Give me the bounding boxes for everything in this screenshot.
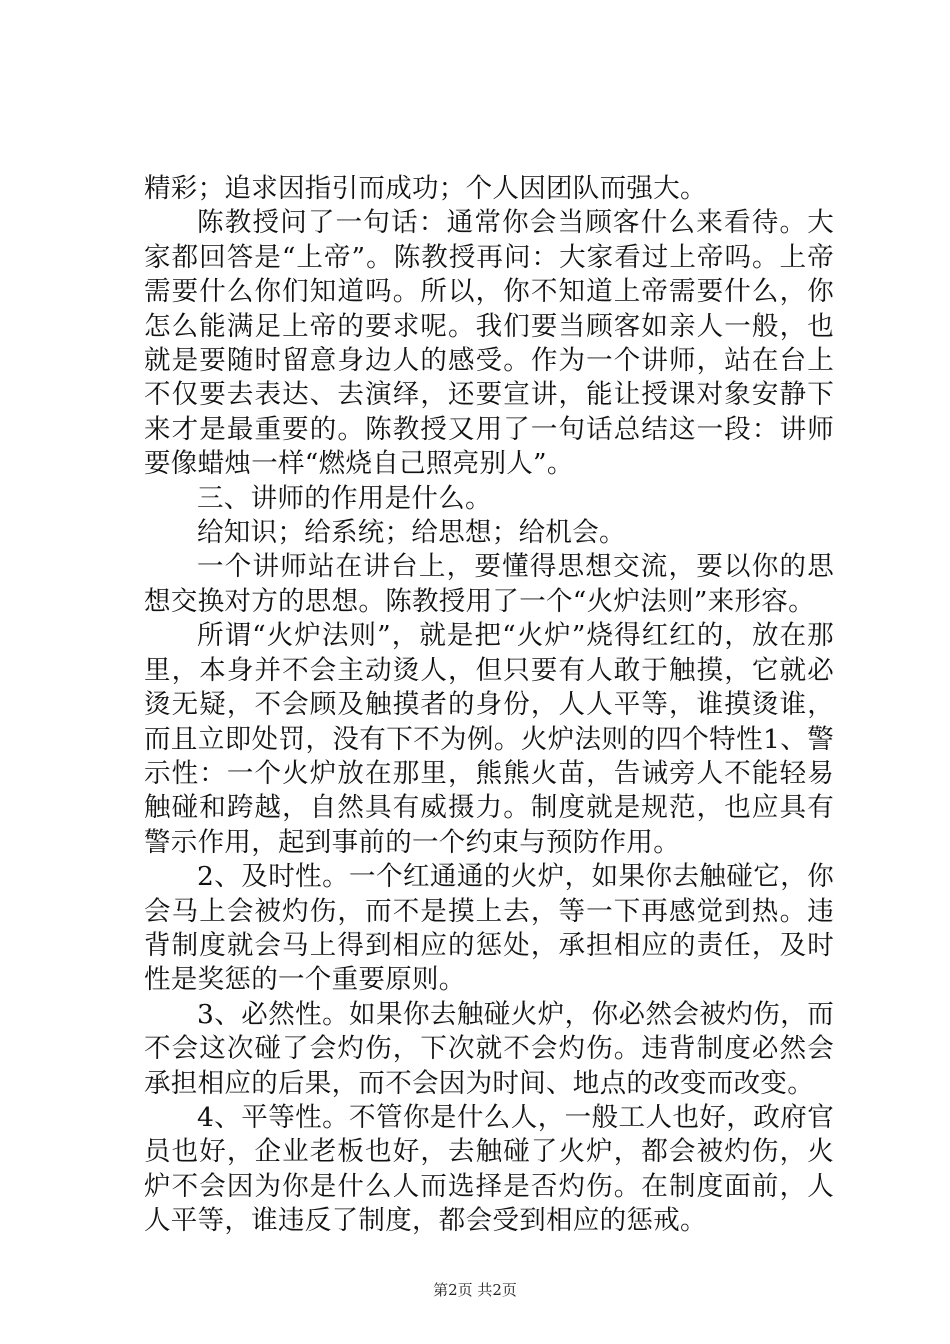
- paragraph-inevitability: 3、必然性。如果你去触碰火炉，你必然会被灼伤，而不会这次碰了会灼伤，下次就不会灼伤。违背制度必然会承担相应的后果，而不会因为时间、地点的改变而改变。: [144, 998, 834, 1099]
- page-number-footer: 第2页 共2页: [433, 1281, 517, 1299]
- section-heading-role-of-lecturer: 三、讲师的作用是什么。: [197, 482, 492, 514]
- document-body: [144, 172, 834, 1239]
- paragraph-timeliness: 2、及时性。一个红通通的火炉，如果你去触碰它，你会马上会被灼伤，而不是摸上去，等一下再感觉到热。违背制度就会马上得到相应的惩处，承担相应的责任，及时性是奖惩的一个重要原则。: [144, 861, 834, 996]
- paragraph-continuation: 精彩；追求因指引而成功；个人因团队而强大。: [144, 173, 707, 204]
- paragraph-four-gives: 给知识；给系统；给思想；给机会。: [197, 517, 626, 549]
- paragraph-customer-as-god: 陈教授问了一句话：通常你会当顾客什么来看待。大家都回答是“上帝”。陈教授再问：大家看过上帝吗。上帝需要什么你们知道吗。所以，你不知道上帝需要什么，你怎么能满足上帝的要求呢。我们要当顾客如亲人一般，也就是要随时留意身边人的感受。作为一个讲师，站在台上不仅要去表达、去演绎，还要宣讲，能让授课对象安静下来才是最重要的。陈教授又用了一句话总结这一段：讲师要像蜡烛一样“燃烧自己照亮别人”。: [144, 207, 834, 480]
- paragraph-stove-rule: 所谓“火炉法则”，就是把“火炉”烧得红红的，放在那里，本身并不会主动烫人，但只要有人敢于触摸，它就必烫无疑，不会顾及触摸者的身份，人人平等，谁摸烫谁，而且立即处罚，没有下不为例。火炉法则的四个特性1、警示性：一个火炉放在那里，熊熊火苗，告诫旁人不能轻易触碰和跨越，自然具有威摄力。制度就是规范，也应具有警示作用，起到事前的一个约束与预防作用。: [144, 620, 834, 858]
- paragraph-equality: 4、平等性。不管你是什么人，一般工人也好，政府官员也好，企业老板也好，去触碰了火炉，都会被灼伤，火炉不会因为你是什么人而选择是否灼伤。在制度面前，人人平等，谁违反了制度，都会受到相应的惩戒。: [144, 1101, 834, 1237]
- paragraph-thought-exchange: 一个讲师站在讲台上，要懂得思想交流，要以你的思想交换对方的思想。陈教授用了一个“火炉法则”来形容。: [144, 551, 834, 617]
